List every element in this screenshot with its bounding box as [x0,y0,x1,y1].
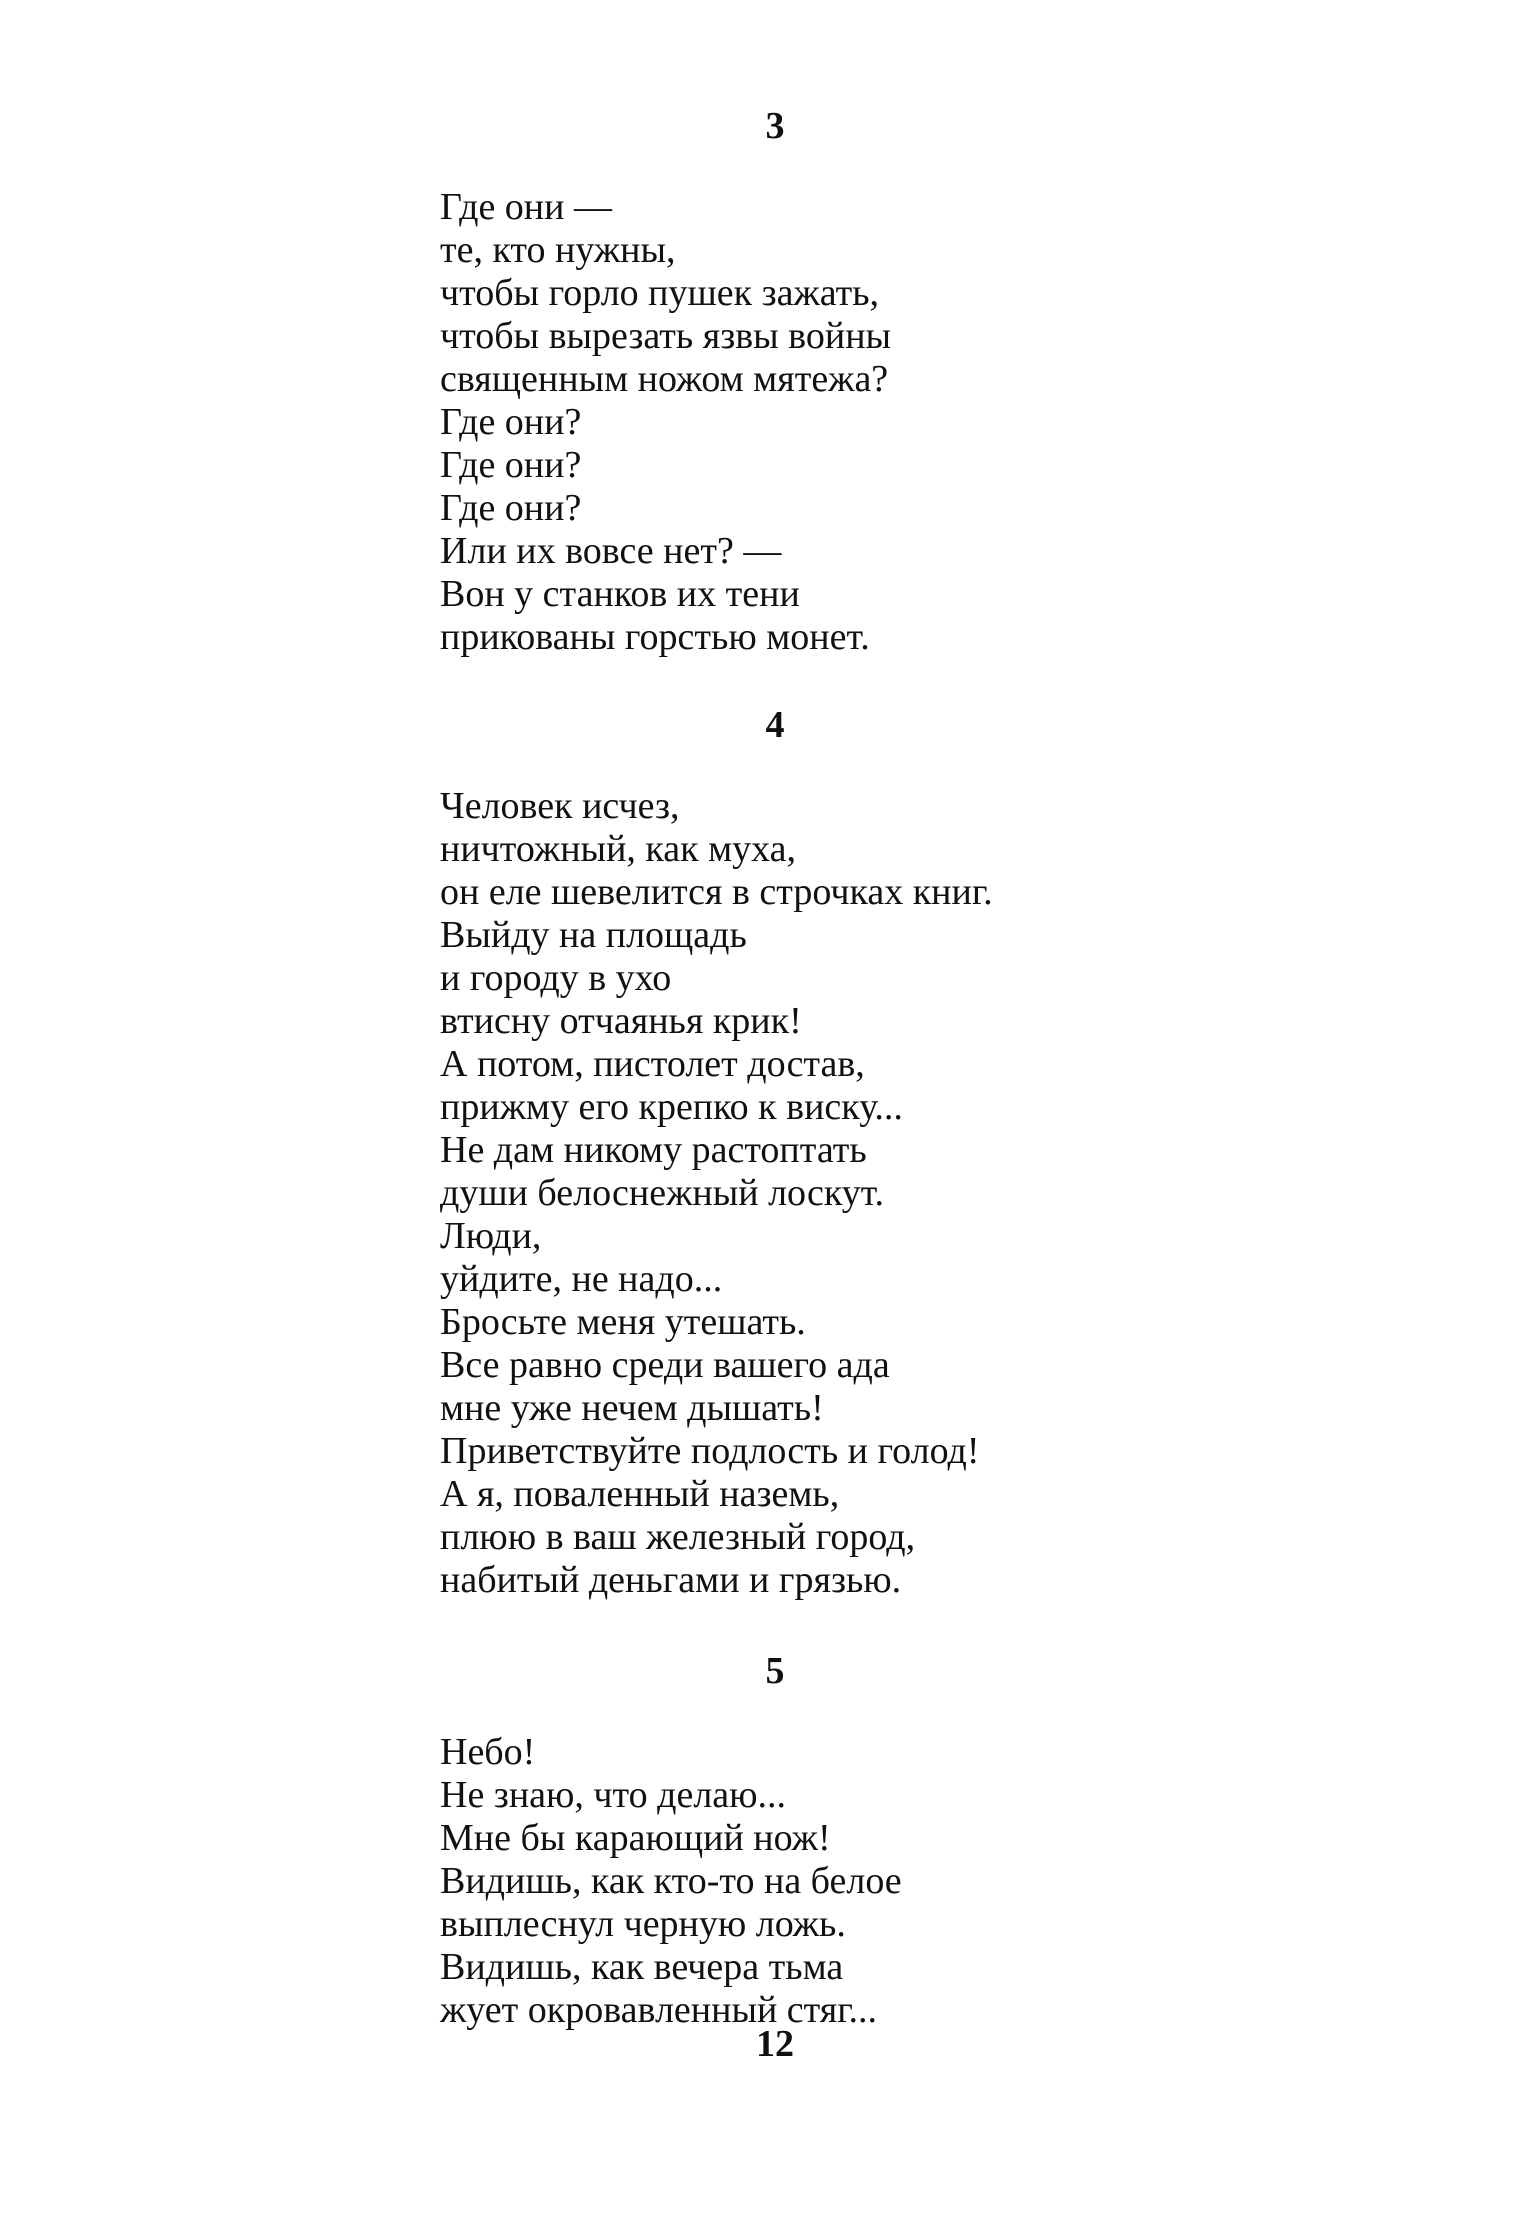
poem-line: Человек исчез, [440,785,680,827]
poem-line: те, кто нужны, [440,229,676,271]
poem-line: прижму его крепко к виску... [440,1086,903,1128]
poem-line: чтобы горло пушек зажать, [440,272,880,314]
poem-line: Приветствуйте подлость и голод! [440,1430,980,1472]
poem-line: Не дам никому растоптать [440,1129,867,1171]
poem-line: Вон у станков их тени [440,573,800,615]
poem-line: Выйду на площадь [440,914,747,956]
poem-line: А я, поваленный наземь, [440,1473,840,1515]
poem-line: Видишь, как вечера тьма [440,1946,844,1988]
poem-line: Где они — [440,186,612,228]
section-number-3: 3 [765,105,785,147]
poem-line: Где они? [440,444,582,486]
stanza-3 [440,186,891,659]
poem-line: А потом, пистолет достав, [440,1043,865,1085]
poem-line: Люди, [440,1215,542,1257]
poem-line: плюю в ваш железный город, [440,1516,916,1558]
poem-line: Небо! [440,1731,536,1773]
poem-line: и городу в ухо [440,957,672,999]
poem-line: уйдите, не надо... [440,1258,723,1300]
stanza-4 [440,785,993,1602]
poem-line: жует окровавленный стяг... [440,1989,878,2031]
poem-line: Все равно среди вашего ада [440,1344,890,1386]
poem-line: Видишь, как кто-то на белое [440,1860,902,1902]
poem-line: мне уже нечем дышать! [440,1387,824,1429]
poem-line: Бросьте меня утешать. [440,1301,806,1343]
poem-line: ничтожный, как муха, [440,828,797,870]
poem-line: души белоснежный лоскут. [440,1172,885,1214]
section-number-4: 4 [765,704,785,746]
poem-line: Или их вовсе нет? — [440,530,782,572]
poem-line: священным ножом мятежа? [440,358,889,400]
poem-line: Где они? [440,487,582,529]
poem-line: чтобы вырезать язвы войны [440,315,892,357]
poem-line: втисну отчаянья крик! [440,1000,802,1042]
poem-line: Не знаю, что делаю... [440,1774,787,1816]
poem-line: Где они? [440,401,582,443]
poem-line: он еле шевелится в строчках книг. [440,871,993,913]
poem-line: выплеснул черную ложь. [440,1903,846,1945]
poem-line: прикованы горстью монет. [440,616,870,658]
stanza-5 [440,1731,902,2032]
page-number: 12 [756,2023,794,2065]
poem-line: набитый деньгами и грязью. [440,1559,902,1601]
poem-line: Мне бы карающий нож! [440,1817,831,1859]
section-number-5: 5 [765,1650,785,1692]
